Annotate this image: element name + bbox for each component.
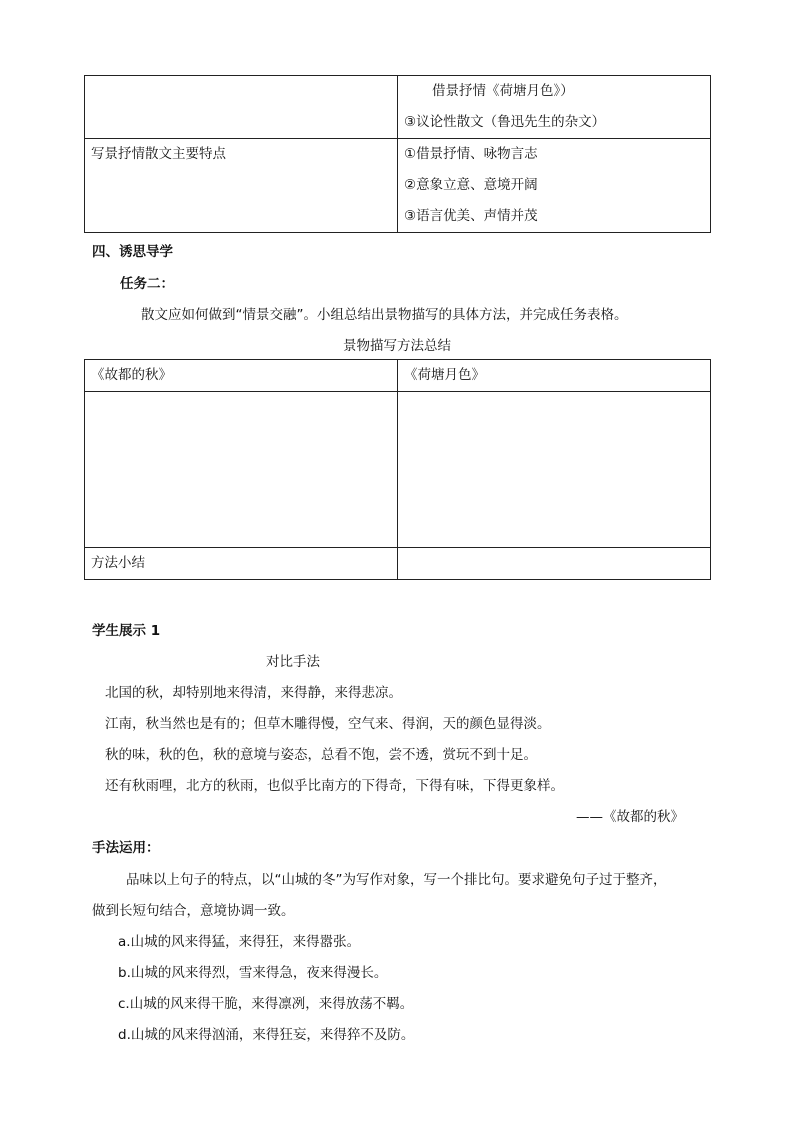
- task-label: 任务二：: [120, 276, 174, 292]
- option-item: d.山城的风来得汹涌，来得狂妄，来得猝不及防。: [118, 1027, 415, 1043]
- summary-label-cell: [85, 548, 398, 580]
- method-paragraph: 做到长短句结合，意境协调一致。: [92, 903, 295, 919]
- column-header: 《故都的秋》: [91, 367, 172, 383]
- quote-source: ——《故都的秋》: [576, 809, 684, 825]
- features-label-cell: [85, 139, 398, 233]
- option-item: c.山城的风来得干脆，来得凛冽，来得放荡不羁。: [118, 996, 414, 1012]
- answer-cell: [398, 392, 711, 548]
- option-item: a.山城的风来得猛，来得狂，来得嚣张。: [118, 934, 361, 950]
- features-table: [84, 75, 711, 233]
- cell-text: 借景抒情《荷塘月色》）: [432, 83, 574, 99]
- header-cell: [85, 360, 398, 392]
- cell-text: 写景抒情散文主要特点: [91, 146, 226, 162]
- empty-cell: [85, 76, 398, 139]
- task-text: 散文应如何做到“情景交融”。小组总结出景物描写的具体方法，并完成任务表格。: [141, 307, 628, 323]
- types-cell: [398, 76, 711, 139]
- student-show-label: 学生展示 1: [92, 623, 161, 639]
- method-summary-table: [84, 359, 711, 580]
- method-paragraph: 品味以上句子的特点，以“山城的冬”为写作对象，写一个排比句。要求避免句子过于整齐，: [126, 872, 667, 888]
- summary-label: 方法小结: [91, 555, 145, 571]
- option-item: b.山城的风来得烈，雪来得急，夜来得漫长。: [118, 965, 388, 981]
- quote-line: 还有秋雨哩，北方的秋雨，也似乎比南方的下得奇，下得有味，下得更象样。: [105, 778, 564, 794]
- quote-line: 北国的秋，却特别地来得清，来得静，来得悲凉。: [105, 685, 402, 701]
- table-caption: 景物描写方法总结: [343, 338, 451, 354]
- cell-text: ③议论性散文（鲁迅先生的杂文）: [404, 114, 606, 130]
- table-row: [85, 392, 711, 548]
- quote-line: 秋的味，秋的色，秋的意境与姿态，总看不饱，尝不透，赏玩不到十足。: [105, 747, 537, 763]
- quote-line: 江南，秋当然也是有的；但草木雕得慢，空气来、得润，天的颜色显得淡。: [105, 716, 551, 732]
- cell-text: ①借景抒情、咏物言志: [404, 146, 538, 162]
- header-cell: [398, 360, 711, 392]
- table-row: [85, 76, 711, 139]
- column-header: 《荷塘月色》: [404, 367, 485, 383]
- section-heading: 四、诱思导学: [92, 244, 173, 260]
- contrast-title: 对比手法: [266, 654, 320, 670]
- table-row: [85, 139, 711, 233]
- table-row: [85, 548, 711, 580]
- features-list-cell: [398, 139, 711, 233]
- cell-text: ②意象立意、意境开阔: [404, 177, 538, 193]
- method-heading: 手法运用：: [92, 840, 160, 856]
- summary-answer-cell: [398, 548, 711, 580]
- answer-cell: [85, 392, 398, 548]
- cell-text: ③语言优美、声情并茂: [404, 208, 538, 224]
- table-row: [85, 360, 711, 392]
